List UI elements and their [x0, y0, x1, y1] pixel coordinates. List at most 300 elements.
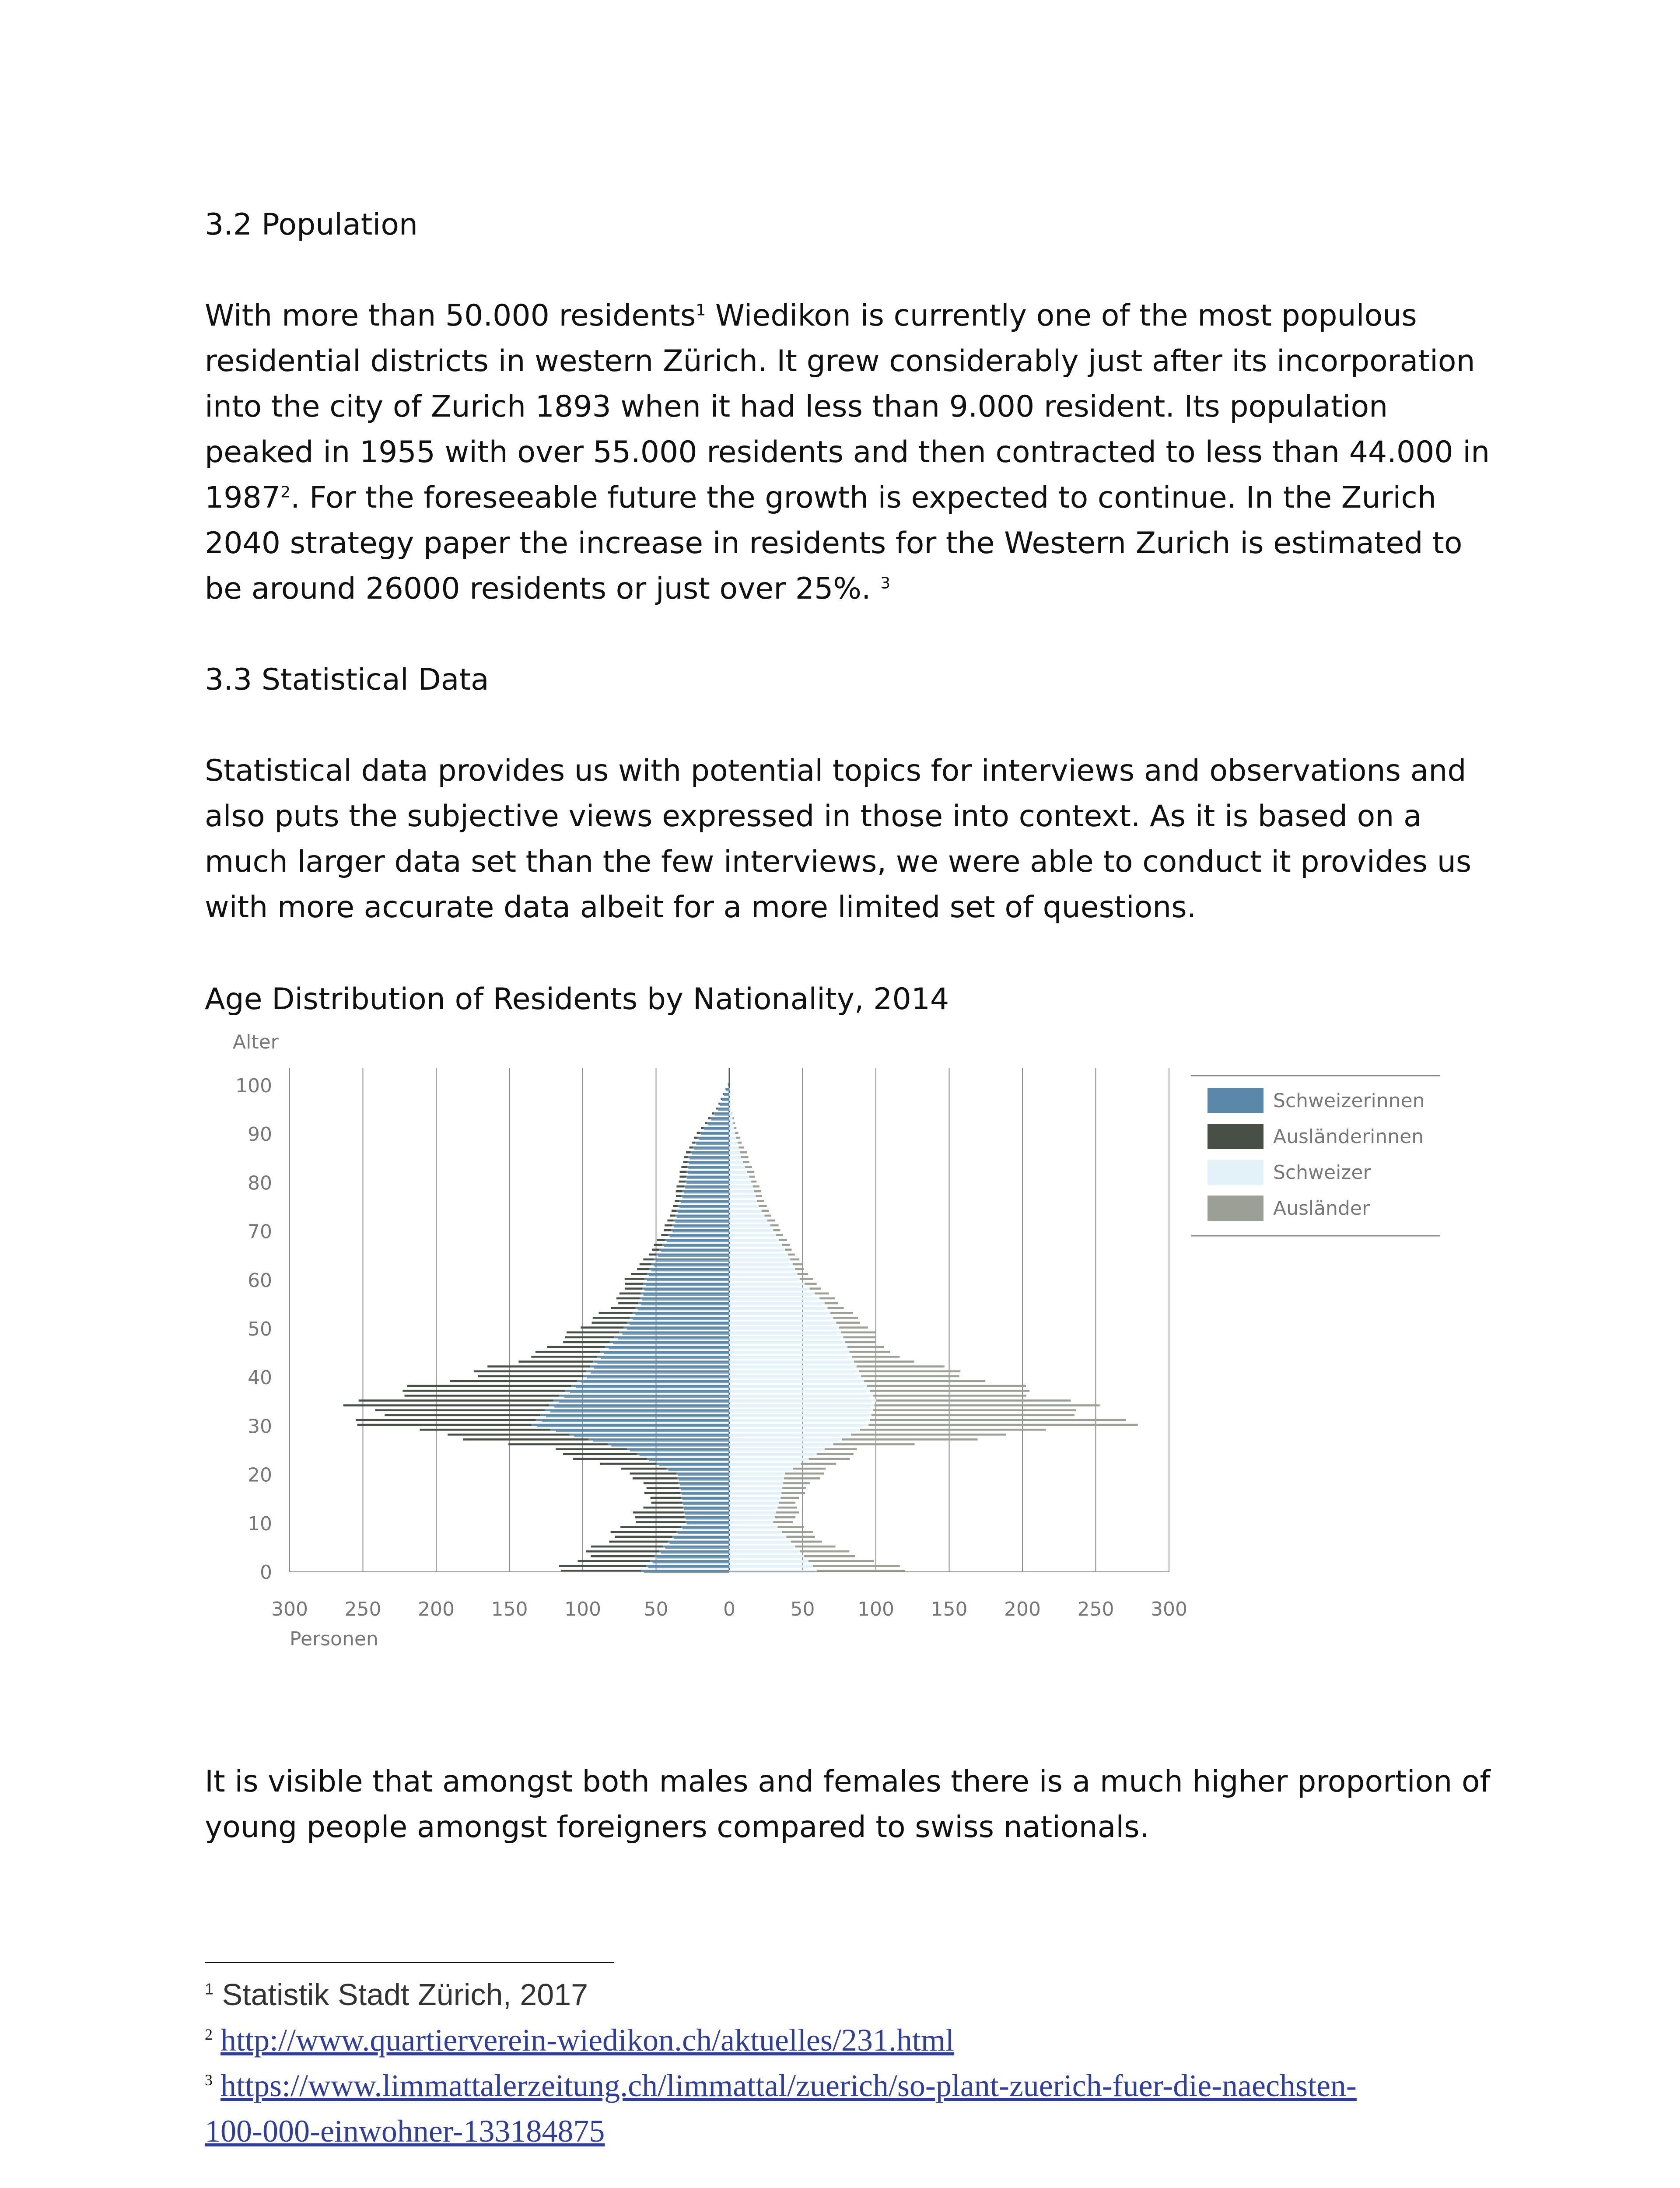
- bar-schweizerinnen: [597, 1356, 729, 1358]
- y-tick-label: 90: [248, 1123, 272, 1146]
- bar-schweizerinnen: [678, 1212, 729, 1213]
- bar-schweizerinnen: [643, 1283, 729, 1285]
- bar-auslaender: [790, 1259, 799, 1261]
- x-tick-label: 150: [491, 1598, 528, 1620]
- bar-auslaender: [861, 1375, 959, 1378]
- bar-schweizerinnen: [672, 1536, 729, 1538]
- y-tick-label: 50: [248, 1318, 272, 1340]
- bar-schweizer: [729, 1480, 783, 1481]
- bar-schweizer: [729, 1404, 875, 1406]
- bar-schweizerinnen: [724, 1093, 729, 1095]
- bar-schweizer: [729, 1309, 825, 1311]
- bar-schweizerinnen: [675, 1215, 729, 1217]
- bar-schweizerinnen: [686, 1181, 730, 1183]
- bar-schweizerinnen: [722, 1098, 729, 1100]
- bar-schweizer: [729, 1484, 782, 1486]
- bar-auslaender: [785, 1473, 824, 1475]
- bar-schweizer: [729, 1166, 745, 1168]
- bar-schweizer: [729, 1399, 876, 1402]
- bar-schweizerinnen: [678, 1533, 729, 1534]
- bar-auslaender: [857, 1365, 945, 1368]
- bar-auslaender: [839, 1326, 868, 1329]
- bar-schweizerinnen: [593, 1360, 729, 1363]
- bar-schweizerinnen: [608, 1443, 729, 1445]
- bar-auslaenderinnen: [359, 1399, 553, 1402]
- bar-schweizer: [729, 1294, 812, 1296]
- y-tick-label: 20: [248, 1464, 272, 1487]
- bar-schweizer: [729, 1182, 751, 1184]
- bar-schweizerinnen: [711, 1119, 729, 1121]
- y-tick-label: 0: [260, 1561, 272, 1584]
- bar-schweizerinnen: [684, 1192, 729, 1194]
- bar-schweizerinnen: [640, 1297, 729, 1300]
- bar-auslaenderinnen: [649, 1254, 656, 1256]
- bar-schweizerinnen: [681, 1526, 729, 1528]
- bar-schweizerinnen: [695, 1142, 729, 1144]
- bar-auslaender: [873, 1409, 1076, 1411]
- bar-schweizer: [729, 1392, 866, 1393]
- bar-schweizerinnen: [694, 1149, 729, 1150]
- bar-schweizerinnen: [605, 1346, 729, 1348]
- bar-auslaenderinnen: [600, 1463, 657, 1465]
- x-tick-label: 250: [1077, 1598, 1114, 1620]
- bar-schweizerinnen: [659, 1550, 729, 1553]
- legend-swatch: [1208, 1196, 1264, 1221]
- bar-schweizer: [729, 1304, 822, 1305]
- bar-schweizer: [729, 1380, 864, 1382]
- footnote-ref-2[interactable]: 2: [280, 483, 290, 501]
- population-paragraph: [205, 293, 1500, 612]
- bar-schweizer: [729, 1161, 743, 1163]
- bar-schweizer: [729, 1406, 870, 1408]
- bar-schweizer: [729, 1168, 745, 1169]
- bar-schweizerinnen: [641, 1292, 729, 1294]
- bar-auslaender: [787, 1536, 815, 1538]
- bar-schweizer: [729, 1317, 833, 1319]
- x-tick-label: 50: [644, 1598, 668, 1620]
- bar-schweizerinnen: [658, 1255, 729, 1257]
- bar-auslaender: [876, 1399, 1071, 1402]
- bar-schweizerinnen: [676, 1531, 729, 1533]
- bar-auslaender: [873, 1395, 1026, 1397]
- bar-schweizerinnen: [644, 1290, 729, 1291]
- bar-schweizer: [729, 1562, 806, 1564]
- bar-schweizerinnen: [677, 1477, 729, 1480]
- bar-schweizer: [729, 1176, 749, 1178]
- bar-schweizer: [729, 1348, 844, 1349]
- x-tick-label: 300: [271, 1598, 308, 1620]
- bar-schweizer: [729, 1507, 778, 1509]
- bar-schweizerinnen: [601, 1358, 729, 1359]
- bar-auslaenderinnen: [357, 1424, 532, 1426]
- bar-auslaenderinnen: [647, 1487, 679, 1489]
- bar-auslaender: [780, 1497, 799, 1499]
- bar-schweizer: [729, 1546, 795, 1548]
- bar-auslaenderinnen: [487, 1365, 590, 1368]
- bar-schweizer: [729, 1533, 780, 1534]
- bar-schweizer: [729, 1319, 830, 1320]
- bar-schweizerinnen: [674, 1538, 729, 1539]
- bar-schweizerinnen: [540, 1414, 729, 1416]
- legend-swatch: [1208, 1160, 1264, 1185]
- bar-schweizer: [729, 1511, 776, 1514]
- bar-schweizerinnen: [682, 1528, 729, 1529]
- bar-schweizer: [729, 1477, 784, 1480]
- bar-auslaenderinnen: [508, 1443, 608, 1445]
- bar-schweizerinnen: [624, 1326, 729, 1329]
- bar-schweizer: [729, 1443, 833, 1445]
- bar-auslaender: [847, 1346, 884, 1348]
- bar-auslaender: [782, 1531, 813, 1533]
- bar-schweizerinnen: [670, 1236, 729, 1238]
- bar-schweizerinnen: [640, 1455, 729, 1456]
- bar-schweizerinnen: [564, 1397, 729, 1398]
- bar-schweizer: [729, 1450, 822, 1452]
- bar-schweizerinnen: [708, 1124, 729, 1126]
- footnote-2-link[interactable]: http://www.quartierverein-wiedikon.ch/aktuelles/231.html: [220, 2023, 954, 2058]
- bar-auslaenderinnen: [385, 1414, 540, 1416]
- bar-auslaender: [842, 1438, 977, 1441]
- bar-schweizerinnen: [630, 1324, 729, 1325]
- bar-schweizerinnen: [646, 1565, 729, 1567]
- bar-auslaender: [795, 1546, 836, 1548]
- bar-schweizer: [729, 1346, 847, 1348]
- bar-schweizer: [729, 1538, 785, 1539]
- bar-schweizer: [729, 1341, 845, 1343]
- conclusion-paragraph: It is visible that amongst both males and females there is a much higher proportion of young people amongst foreigners compared to swiss nationals.: [205, 1764, 1491, 1844]
- bar-schweizer: [729, 1147, 738, 1149]
- bar-auslaenderinnen: [676, 1195, 681, 1197]
- bar-auslaenderinnen: [723, 1093, 724, 1095]
- bar-schweizer: [729, 1265, 791, 1266]
- bar-schweizer: [729, 1314, 827, 1315]
- bar-auslaenderinnen: [654, 1244, 662, 1246]
- x-tick-label: 250: [344, 1598, 382, 1620]
- footnote-3-link[interactable]: https://www.limmattalerzeitung.ch/limmattal/zuerich/so-plant-zuerich-fuer-die-naechsten-: [220, 2068, 1357, 2103]
- bar-schweizerinnen: [546, 1416, 729, 1417]
- bar-schweizerinnen: [687, 1166, 729, 1168]
- bar-schweizer: [729, 1482, 783, 1484]
- bar-schweizerinnen: [553, 1399, 729, 1402]
- bar-schweizer: [729, 1268, 795, 1270]
- bar-schweizerinnen: [720, 1103, 729, 1105]
- bar-schweizer: [729, 1195, 756, 1197]
- bar-schweizer: [729, 1275, 795, 1276]
- chart-legend: [1191, 1076, 1440, 1236]
- bar-schweizerinnen: [590, 1365, 729, 1368]
- bar-auslaenderinnen: [563, 1453, 637, 1455]
- bar-schweizer: [729, 1353, 846, 1354]
- bar-schweizer: [729, 1567, 810, 1568]
- bar-schweizerinnen: [720, 1105, 729, 1106]
- bar-schweizer: [729, 1370, 859, 1372]
- bar-auslaender: [779, 1502, 795, 1504]
- bar-auslaender: [733, 1122, 735, 1124]
- bar-schweizerinnen: [681, 1489, 729, 1490]
- footnote-1-number: 1: [205, 1980, 214, 1998]
- bar-schweizerinnen: [646, 1285, 729, 1286]
- bar-schweizerinnen: [583, 1375, 729, 1378]
- bar-auslaender: [757, 1200, 764, 1202]
- bar-schweizer: [729, 1273, 797, 1275]
- x-tick-label: 50: [790, 1598, 815, 1620]
- bar-auslaenderinnen: [664, 1229, 671, 1231]
- bar-schweizer: [729, 1255, 786, 1257]
- bar-schweizer: [729, 1547, 793, 1549]
- bar-schweizer: [729, 1127, 734, 1129]
- bar-schweizerinnen: [728, 1083, 729, 1085]
- bar-schweizerinnen: [728, 1085, 729, 1087]
- bar-auslaender: [859, 1370, 960, 1372]
- bar-auslaender: [778, 1526, 804, 1528]
- bar-schweizer: [729, 1307, 827, 1309]
- bar-schweizer: [729, 1499, 779, 1500]
- bar-schweizer: [729, 1351, 850, 1353]
- bar-schweizerinnen: [656, 1260, 729, 1262]
- bar-schweizer: [729, 1278, 800, 1280]
- footnote-ref-3[interactable]: 3: [880, 574, 891, 593]
- bar-schweizer: [729, 1229, 774, 1231]
- bar-schweizer: [729, 1475, 783, 1476]
- bar-auslaenderinnen: [536, 1351, 600, 1353]
- bar-schweizerinnen: [594, 1368, 729, 1369]
- bar-schweizer: [729, 1171, 747, 1173]
- bar-schweizerinnen: [648, 1567, 729, 1568]
- bar-auslaender: [738, 1147, 744, 1149]
- y-tick-label: 70: [248, 1220, 272, 1243]
- bar-auslaender: [736, 1137, 740, 1139]
- bar-schweizer: [729, 1251, 783, 1252]
- footnote-ref-1[interactable]: 1: [696, 301, 706, 319]
- bar-schweizer: [729, 1536, 787, 1538]
- bar-auslaenderinnen: [679, 1176, 686, 1178]
- footnote-separator: [205, 1962, 614, 1963]
- bar-schweizerinnen: [682, 1190, 729, 1192]
- bar-schweizer: [729, 1326, 839, 1329]
- bar-schweizerinnen: [619, 1331, 729, 1333]
- bar-auslaender: [844, 1336, 875, 1339]
- bar-auslaenderinnen: [567, 1331, 619, 1333]
- bar-auslaenderinnen: [621, 1468, 666, 1470]
- bar-auslaenderinnen: [716, 1108, 718, 1110]
- bar-schweizerinnen: [659, 1248, 729, 1251]
- bar-schweizerinnen: [681, 1497, 729, 1499]
- bar-schweizer: [729, 1377, 857, 1378]
- bar-schweizerinnen: [685, 1188, 729, 1189]
- bar-auslaender: [778, 1507, 797, 1509]
- bar-schweizerinnen: [718, 1108, 729, 1110]
- bar-schweizer: [729, 1441, 839, 1442]
- footnote-2-number: 2: [205, 2026, 213, 2043]
- bar-schweizerinnen: [650, 1560, 729, 1562]
- x-tick-label: 200: [1004, 1598, 1041, 1620]
- bar-schweizer: [729, 1215, 764, 1217]
- bar-schweizer: [729, 1205, 759, 1207]
- bar-auslaenderinnen: [697, 1132, 700, 1134]
- bar-schweizer: [729, 1375, 861, 1378]
- bar-schweizerinnen: [536, 1419, 729, 1421]
- bar-schweizer: [729, 1312, 830, 1314]
- section-heading-population: 3.2 Population: [205, 207, 418, 242]
- bar-auslaenderinnen: [547, 1346, 605, 1348]
- bar-auslaender: [845, 1341, 875, 1343]
- bar-auslaender: [774, 1229, 780, 1231]
- bar-schweizer: [729, 1336, 844, 1339]
- bar-schweizer: [729, 1221, 766, 1223]
- bar-schweizer: [729, 1372, 855, 1374]
- bar-auslaenderinnen: [689, 1147, 693, 1149]
- bar-schweizerinnen: [633, 1319, 729, 1320]
- bar-auslaender: [875, 1404, 1100, 1406]
- bar-schweizerinnen: [591, 1372, 729, 1374]
- bar-auslaender: [747, 1171, 754, 1173]
- section-heading-statistics: 3.3 Statistical Data: [205, 663, 489, 697]
- bar-schweizer: [729, 1202, 756, 1203]
- bar-auslaender: [784, 1477, 820, 1480]
- bar-schweizer: [729, 1331, 841, 1333]
- bar-schweizer: [729, 1188, 752, 1189]
- bar-schweizer: [729, 1231, 772, 1233]
- bar-schweizer: [729, 1402, 872, 1403]
- bar-schweizerinnen: [676, 1221, 729, 1223]
- bar-schweizer: [729, 1105, 731, 1106]
- bar-schweizerinnen: [718, 1110, 729, 1111]
- bar-schweizer: [729, 1178, 749, 1179]
- bar-auslaenderinnen: [375, 1409, 544, 1411]
- bar-auslaenderinnen: [573, 1458, 647, 1460]
- bar-schweizerinnen: [672, 1231, 729, 1233]
- bar-schweizer: [729, 1453, 817, 1455]
- bar-schweizerinnen: [565, 1390, 729, 1392]
- bar-auslaenderinnen: [673, 1205, 678, 1207]
- bar-schweizer: [729, 1518, 774, 1520]
- bar-auslaender: [850, 1351, 890, 1353]
- bar-schweizer: [729, 1200, 757, 1202]
- footnote-3-link-continued[interactable]: 100-000-einwohner-133184875: [205, 2114, 605, 2149]
- bar-auslaender: [788, 1254, 795, 1256]
- bar-schweizer: [729, 1254, 788, 1256]
- bar-schweizer: [729, 1426, 864, 1427]
- bar-schweizer: [729, 1445, 830, 1447]
- bar-schweizerinnen: [550, 1429, 729, 1431]
- bar-auslaenderinnen: [563, 1341, 609, 1343]
- bar-schweizerinnen: [651, 1263, 729, 1266]
- bar-schweizerinnen: [627, 1329, 729, 1330]
- bar-schweizer: [729, 1122, 733, 1124]
- bar-auslaenderinnen: [633, 1477, 678, 1480]
- bar-schweizerinnen: [682, 1494, 729, 1495]
- bar-auslaenderinnen: [556, 1448, 626, 1450]
- bar-auslaenderinnen: [598, 1312, 632, 1314]
- bar-schweizer: [729, 1095, 730, 1096]
- bar-schweizer: [729, 1302, 825, 1304]
- bar-schweizer: [729, 1419, 870, 1421]
- population-text-2: Wiedikon is currently one of the most populous residential districts in western Zürich. It grew considerably just after its incorporation into the city of Zurich 1893 when it had less than 9.000 resident. Its population peaked in 1955 with over 55.000 residents and then contracted to less than 44.000 in 1987: [205, 298, 1490, 515]
- bar-auslaender: [813, 1565, 900, 1567]
- bar-schweizer: [729, 1324, 833, 1325]
- bar-schweizer: [729, 1100, 730, 1101]
- bar-schweizerinnen: [651, 1270, 729, 1272]
- bar-schweizerinnen: [687, 1178, 729, 1179]
- bar-auslaenderinnen: [450, 1380, 577, 1382]
- bar-auslaenderinnen: [705, 1122, 707, 1124]
- bar-schweizerinnen: [554, 1406, 729, 1408]
- bar-schweizerinnen: [649, 1268, 729, 1270]
- bar-schweizer: [729, 1259, 790, 1261]
- bar-auslaender: [776, 1511, 799, 1514]
- bar-schweizerinnen: [680, 1492, 729, 1494]
- bar-schweizerinnen: [581, 1382, 729, 1383]
- bar-auslaender: [762, 1210, 769, 1212]
- bar-schweizerinnen: [613, 1343, 729, 1344]
- bar-auslaender: [764, 1215, 771, 1217]
- bar-schweizer: [729, 1421, 866, 1422]
- bar-schweizerinnen: [627, 1448, 730, 1450]
- bar-schweizer: [729, 1285, 802, 1286]
- bar-schweizer: [729, 1220, 767, 1222]
- bar-schweizerinnen: [570, 1392, 729, 1393]
- bar-schweizerinnen: [665, 1239, 729, 1241]
- y-tick-label: 80: [248, 1172, 272, 1195]
- x-tick-label: 300: [1151, 1598, 1187, 1620]
- bar-auslaenderinnen: [725, 1088, 726, 1090]
- bar-schweizerinnen: [637, 1453, 729, 1455]
- bar-auslaenderinnen: [657, 1239, 665, 1241]
- bar-auslaender: [743, 1161, 749, 1163]
- legend-label: Ausländer: [1273, 1197, 1370, 1220]
- bar-schweizer: [729, 1192, 753, 1194]
- bar-auslaenderinnen: [701, 1127, 704, 1129]
- bar-schweizer: [729, 1297, 819, 1300]
- bar-auslaender: [751, 1181, 756, 1183]
- bar-auslaender: [819, 1297, 835, 1300]
- bar-schweizer: [729, 1236, 775, 1238]
- bar-schweizerinnen: [686, 1171, 729, 1173]
- bar-schweizer: [729, 1110, 731, 1111]
- bar-auslaenderinnen: [644, 1482, 678, 1484]
- bar-schweizerinnen: [686, 1521, 730, 1523]
- bar-schweizerinnen: [692, 1154, 729, 1155]
- bar-auslaender: [801, 1463, 836, 1465]
- bar-auslaenderinnen: [679, 1181, 685, 1183]
- bar-schweizer: [729, 1397, 868, 1398]
- bar-schweizerinnen: [688, 1168, 729, 1169]
- bar-schweizer: [729, 1217, 763, 1218]
- bar-schweizer: [729, 1333, 838, 1335]
- bar-auslaender: [852, 1356, 900, 1358]
- footnote-1-text: Statistik Stadt Zürich, 2017: [222, 1978, 588, 2012]
- bar-schweizerinnen: [659, 1465, 729, 1466]
- bar-schweizerinnen: [559, 1402, 729, 1403]
- bar-schweizerinnen: [679, 1207, 729, 1208]
- x-tick-label: 100: [564, 1598, 601, 1620]
- bar-auslaender: [782, 1244, 790, 1246]
- bar-schweizerinnen: [654, 1259, 729, 1261]
- bar-schweizer: [729, 1497, 780, 1499]
- bar-schweizerinnen: [679, 1487, 729, 1489]
- bar-schweizerinnen: [677, 1217, 729, 1218]
- bar-schweizerinnen: [707, 1122, 729, 1124]
- bar-schweizerinnen: [609, 1348, 729, 1349]
- bar-schweizer: [729, 1292, 815, 1294]
- legend-swatch: [1208, 1124, 1264, 1149]
- bar-auslaender: [749, 1176, 755, 1178]
- bar-schweizer: [729, 1521, 774, 1523]
- bar-schweizer: [729, 1504, 777, 1505]
- bar-auslaender: [800, 1550, 850, 1553]
- bar-auslaender: [864, 1380, 985, 1382]
- bar-schweizerinnen: [676, 1473, 729, 1475]
